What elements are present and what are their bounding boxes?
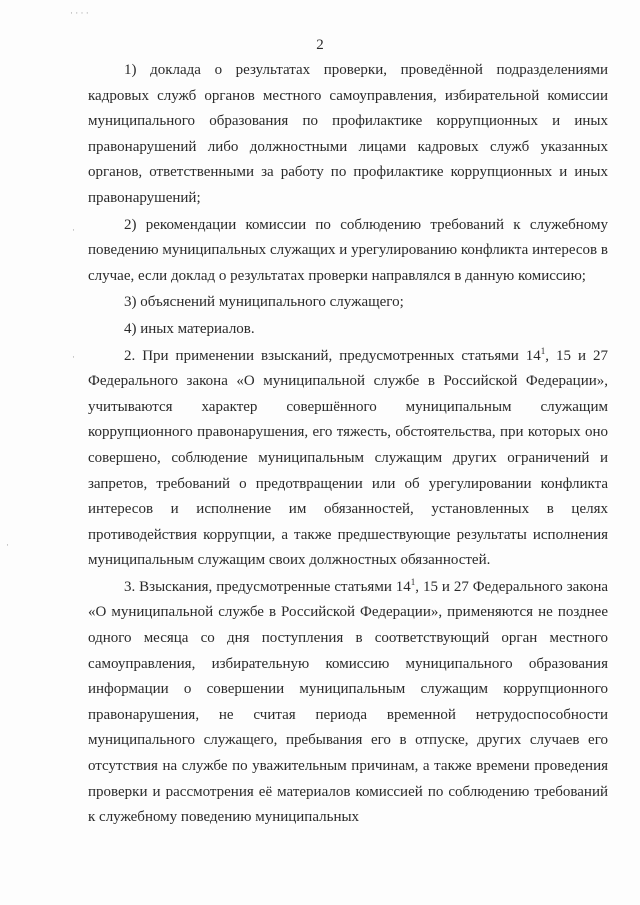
- section-3-text-start: 3. Взыскания, предусмотренные статьями 14: [124, 578, 411, 595]
- list-item-recommendations: 2) рекомендации комиссии по соблюдению требований к служебному поведению муниципальных служащих и урегулированию конфликта интересов в случае, если доклад о результатах проверки направлялся в данную комиссию;: [88, 216, 608, 284]
- scan-artifact: ·: [6, 540, 9, 550]
- section-2-text-start: 2. При применении взысканий, предусмотренных статьями 14: [124, 347, 541, 364]
- section-3-paragraph: [88, 575, 608, 831]
- document-body: [88, 58, 608, 831]
- section-2-text-rest: , 15 и 27 Федерального закона «О муниципальной службе в Российской Федерации», учитываются характер совершённого муниципальным служащим коррупционного правонарушения, его тяжесть, обстоятельства, при которых оно совершено, соблюдение муниципальным служащим других ограничений и запретов, требований о предотвращении или об урегулировании конфликта интересов и исполнение им обязанностей, установленных в целях противодействия коррупции, а также предшествующие результаты исполнения муниципальным служащим своих должностных обязанностей.: [88, 347, 608, 569]
- scan-artifact: · · · ·: [70, 8, 89, 18]
- list-item-other-materials: 4) иных материалов.: [124, 320, 255, 337]
- section-2-paragraph: [88, 344, 608, 574]
- page-number: 2: [316, 37, 324, 53]
- section-3-superscript: 1: [410, 576, 416, 587]
- list-item-explanations: 3) объяснений муниципального служащего;: [124, 294, 404, 311]
- section-3-text-rest: , 15 и 27 Федерального закона «О муниципальной службе в Российской Федерации», применяются не позднее одного месяца со дня поступления в соответствующий орган местного самоуправления, избирательную комиссию муниципального образования информации о совершении муниципальным служащим коррупционного правонарушения, не считая периода временной нетрудоспособности муниципального служащего, пребывания его в отпуске, других случаев его отсутствия на службе по уважительным причинам, а также времени проведения проверки и рассмотрения её материалов комиссией по соблюдению требований к служебному поведению муниципальных: [88, 578, 609, 826]
- list-item-report: 1) доклада о результатах проверки, проведённой подразделениями кадровых служб органов местного самоуправления, избирательной комиссии муниципального образования по профилактике коррупционных и иных правонарушений либо должностными лицами кадровых служб указанных органов, ответственными за работу по профилактике коррупционных и иных правонарушений;: [88, 62, 608, 206]
- section-2-superscript: 1: [540, 345, 546, 356]
- scan-artifact: ·: [72, 225, 75, 235]
- scan-artifact: ·: [72, 352, 75, 362]
